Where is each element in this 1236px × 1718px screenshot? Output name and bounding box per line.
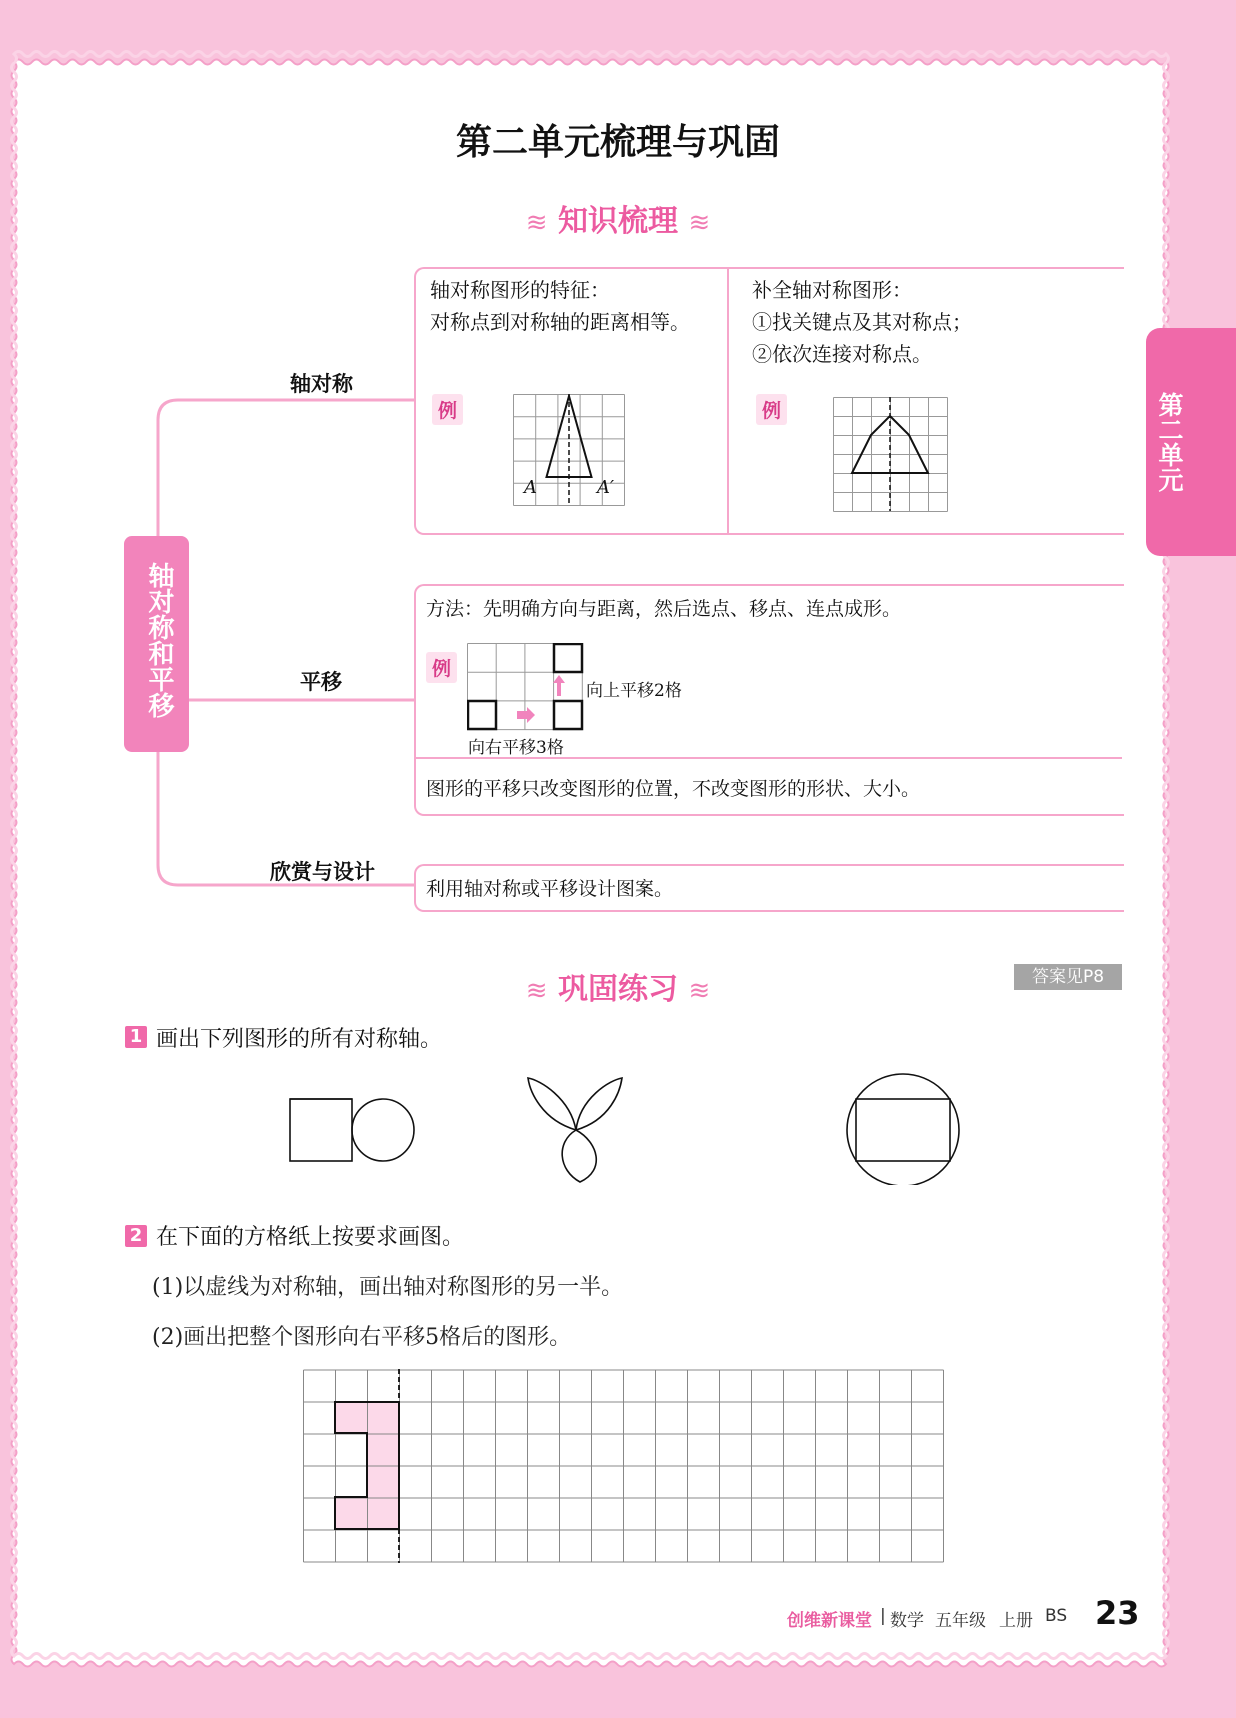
trapezoid-grid-example: [833, 397, 948, 512]
up-move-label: 向上平移2格: [586, 681, 682, 701]
footer-divider: |: [880, 1606, 886, 1626]
wave-decoration-left: ≋: [525, 208, 548, 238]
footer-volume: 上册: [999, 1611, 1033, 1631]
page-title: 第二单元梳理与巩固: [455, 122, 780, 163]
question-1-number: 1: [125, 1026, 147, 1048]
up-arrow-icon: [553, 675, 565, 696]
wave-decoration-left-2: ≋: [525, 976, 548, 1006]
question-1-figures: [280, 1070, 980, 1185]
answer-reference-badge: 答案见P8: [1014, 964, 1122, 990]
translation-grid-example: [467, 643, 585, 731]
wave-decoration-right: ≋: [688, 208, 711, 238]
section-practice-label: 巩固练习: [558, 972, 678, 1007]
point-a-prime-label: A′: [597, 477, 615, 498]
question-1-text: 画出下列图形的所有对称轴。: [156, 1027, 443, 1052]
complete-step-2: ②依次连接对称点。: [752, 342, 932, 366]
translation-method: 方法：先明确方向与距离，然后选点、移点、连点成形。: [426, 598, 902, 620]
design-text: 利用轴对称或平移设计图案。: [426, 878, 674, 900]
question-2-grid: [303, 1369, 945, 1565]
branch-translate-label: 平移: [300, 670, 342, 694]
axis-feature-text: 对称点到对称轴的距离相等。: [430, 310, 690, 334]
complete-figure-heading: 补全轴对称图形：: [752, 278, 912, 302]
right-move-label: 向右平移3格: [468, 738, 564, 758]
axis-feature-heading: 轴对称图形的特征：: [430, 278, 610, 302]
point-a-label: A: [524, 477, 537, 498]
question-2-sub-1: (1)以虚线为对称轴，画出轴对称图形的另一半。: [152, 1275, 624, 1300]
wave-decoration-right-2: ≋: [688, 976, 711, 1006]
question-2-number: 2: [125, 1225, 147, 1247]
complete-step-1: ①找关键点及其对称点；: [752, 310, 972, 334]
mindmap-root-label: 轴对称和平移: [144, 562, 174, 718]
side-chapter-label: 第二单元: [1155, 392, 1184, 492]
branch-axis-label: 轴对称: [290, 372, 353, 396]
question-2-text: 在下面的方格纸上按要求画图。: [156, 1225, 465, 1250]
axis-box-divider: [727, 269, 729, 533]
footer-edition: BS: [1045, 1606, 1068, 1626]
example-tag-axis-left: 例: [432, 394, 463, 425]
footer-grade: 五年级: [935, 1611, 986, 1631]
footer-subject: 数学: [890, 1611, 924, 1631]
footer-brand: 创维新课堂: [787, 1611, 872, 1631]
branch-design-label: 欣赏与设计: [270, 860, 375, 884]
translation-note: 图形的平移只改变图形的位置，不改变图形的形状、大小。: [426, 778, 921, 800]
right-arrow-icon: [517, 707, 535, 723]
section-knowledge-label: 知识梳理: [558, 204, 678, 239]
question-2-sub-2: (2)画出把整个图形向右平移5格后的图形。: [152, 1325, 572, 1350]
example-tag-translate: 例: [426, 652, 457, 683]
page-number: 23: [1095, 1594, 1140, 1632]
example-tag-axis-right: 例: [756, 394, 787, 425]
